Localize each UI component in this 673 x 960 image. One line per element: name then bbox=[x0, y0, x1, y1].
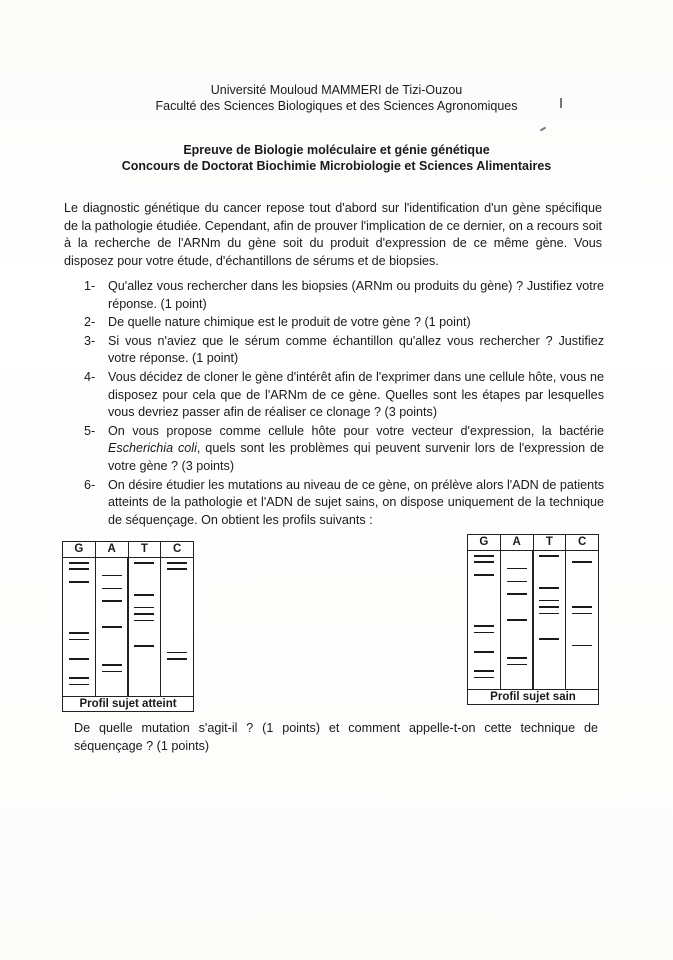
band-g bbox=[69, 639, 89, 641]
question-text-after: , quels sont les problèmes qui peuvent survenir lors de l'expression de votre gène ? (3 points) bbox=[108, 441, 604, 473]
band-a bbox=[507, 581, 527, 583]
question-text: Qu'allez vous rechercher dans les biopsies (ARNm ou produits du gène) ? Justifiez votre réponse. (1 point) bbox=[108, 279, 604, 311]
band-t bbox=[539, 600, 559, 602]
band-g bbox=[474, 625, 494, 627]
question-text: Vous décidez de cloner le gène d'intérêt afin de l'exprimer dans une cellule hôte, vous ne disposez pour cela que de l'ARNm de ce gène. Quelles sont les étapes par lesquelles vous devriez passer afin de réaliser ce clonage ? (3 points) bbox=[108, 369, 604, 420]
band-g bbox=[69, 562, 89, 564]
question-item bbox=[84, 477, 604, 530]
band-g bbox=[69, 632, 89, 634]
lane-header-a: A bbox=[501, 535, 534, 550]
question-item bbox=[84, 314, 604, 332]
band-g bbox=[474, 651, 494, 653]
question-text: On désire étudier les mutations au niveau de ce gène, on prélève alors l'ADN de patients atteints de la pathologie et l'ADN de sujet sains, on dispose uniquement de la technique de séquençage. On obtient les profils suivants : bbox=[108, 477, 604, 527]
gel-lane-headers bbox=[468, 535, 598, 551]
band-a bbox=[507, 568, 527, 570]
band-a bbox=[102, 671, 122, 673]
band-g bbox=[69, 684, 89, 686]
question-text: De quelle nature chimique est le produit de votre gène ? (1 point) bbox=[108, 315, 471, 330]
lane-divider bbox=[127, 558, 128, 696]
final-question: De quelle mutation s'agit-il ? (1 points) et comment appelle-t-on cette technique de séquençage ? (1 points) bbox=[74, 721, 598, 753]
band-t bbox=[134, 562, 154, 564]
lane-divider bbox=[500, 551, 501, 689]
band-a bbox=[507, 664, 527, 666]
question-number: 5- bbox=[84, 423, 96, 438]
band-t bbox=[134, 613, 154, 615]
lane-divider bbox=[160, 558, 161, 696]
lane-header-c: C bbox=[577, 536, 587, 548]
band-g bbox=[474, 677, 494, 679]
species-name: Escherichia coli bbox=[108, 441, 197, 456]
gel-caption: Profil sujet atteint bbox=[63, 696, 193, 711]
gel-lane-headers bbox=[63, 542, 193, 558]
lane-header-t: T bbox=[534, 535, 567, 550]
band-g bbox=[474, 574, 494, 576]
band-a bbox=[102, 575, 122, 577]
question-number: 6- bbox=[84, 477, 96, 492]
question-text: Si vous n'aviez que le sérum comme échantillon qu'allez vous rechercher ? Justifiez votre réponse. (1 point) bbox=[108, 333, 604, 366]
band-g bbox=[474, 561, 494, 563]
band-c bbox=[572, 606, 592, 608]
exam-title: Epreuve de Biologie moléculaire et génie génétique bbox=[183, 143, 490, 157]
question-number: 1- bbox=[84, 279, 96, 293]
lane-divider bbox=[95, 558, 96, 696]
sequencing-gel-affected bbox=[62, 541, 194, 712]
band-c bbox=[167, 568, 187, 570]
band-c bbox=[572, 613, 592, 615]
band-c bbox=[167, 652, 187, 654]
lane-divider bbox=[532, 551, 533, 689]
lane-header-t: T bbox=[129, 542, 162, 557]
band-t bbox=[539, 638, 559, 640]
band-c bbox=[167, 562, 187, 564]
lane-header-c: C bbox=[172, 543, 182, 555]
band-c bbox=[167, 658, 187, 660]
university-name: Université Mouloud MAMMERI de Tizi-Ouzou bbox=[210, 83, 463, 97]
band-g bbox=[474, 670, 494, 672]
band-a bbox=[507, 593, 527, 595]
gel-body bbox=[468, 551, 598, 689]
faculty-name: Faculté des Sciences Biologiques et des Sciences Agronomiques bbox=[155, 99, 518, 113]
band-a bbox=[507, 657, 527, 659]
band-t bbox=[134, 645, 154, 647]
intro-paragraph: Le diagnostic génétique du cancer repose tout d'abord sur l'identification d'un gène spécifique de la pathologie étudiée. Cependant, afin de prouver l'implication de ce dernier, on a recours soit à la recherche de l'ARNm du gène soit du produit d'expression de ce même gène. Vous disposez pour votre étude, d'échantillons de sérums et de biopsies. bbox=[64, 201, 602, 268]
band-t bbox=[539, 555, 559, 557]
exam-subtitle: Concours de Doctorat Biochimie Microbiologie et Sciences Alimentaires bbox=[121, 159, 552, 173]
band-g bbox=[69, 568, 89, 570]
band-t bbox=[134, 607, 154, 609]
question-number: 4- bbox=[84, 369, 96, 384]
question-item bbox=[84, 423, 604, 476]
lane-divider bbox=[565, 551, 566, 689]
gel-caption: Profil sujet sain bbox=[468, 689, 598, 704]
question-item bbox=[84, 278, 604, 313]
band-g bbox=[69, 658, 89, 660]
band-a bbox=[102, 664, 122, 666]
band-c bbox=[572, 645, 592, 647]
question-item bbox=[84, 369, 604, 422]
lane-header-g: G bbox=[63, 542, 96, 557]
question-number: 3- bbox=[84, 333, 96, 348]
band-a bbox=[507, 619, 527, 621]
sequencing-gel-healthy bbox=[467, 534, 599, 705]
question-number: 2- bbox=[84, 315, 96, 330]
band-g bbox=[69, 581, 89, 583]
question-list bbox=[84, 278, 604, 530]
band-c bbox=[572, 561, 592, 563]
lane-header-g: G bbox=[468, 535, 501, 550]
band-t bbox=[134, 620, 154, 622]
question-text-before: On vous propose comme cellule hôte pour votre vecteur d'expression, la bactérie bbox=[108, 423, 604, 438]
band-a bbox=[102, 626, 122, 628]
band-g bbox=[474, 555, 494, 557]
band-t bbox=[539, 613, 559, 615]
band-a bbox=[102, 600, 122, 602]
band-t bbox=[539, 606, 559, 608]
question-item bbox=[84, 333, 604, 368]
band-t bbox=[134, 594, 154, 596]
gel-body bbox=[63, 558, 193, 696]
band-g bbox=[474, 632, 494, 634]
band-g bbox=[69, 677, 89, 679]
stray-mark bbox=[540, 127, 546, 132]
lane-header-a: A bbox=[96, 542, 129, 557]
stray-mark bbox=[560, 98, 562, 108]
band-a bbox=[102, 588, 122, 590]
band-t bbox=[539, 587, 559, 589]
